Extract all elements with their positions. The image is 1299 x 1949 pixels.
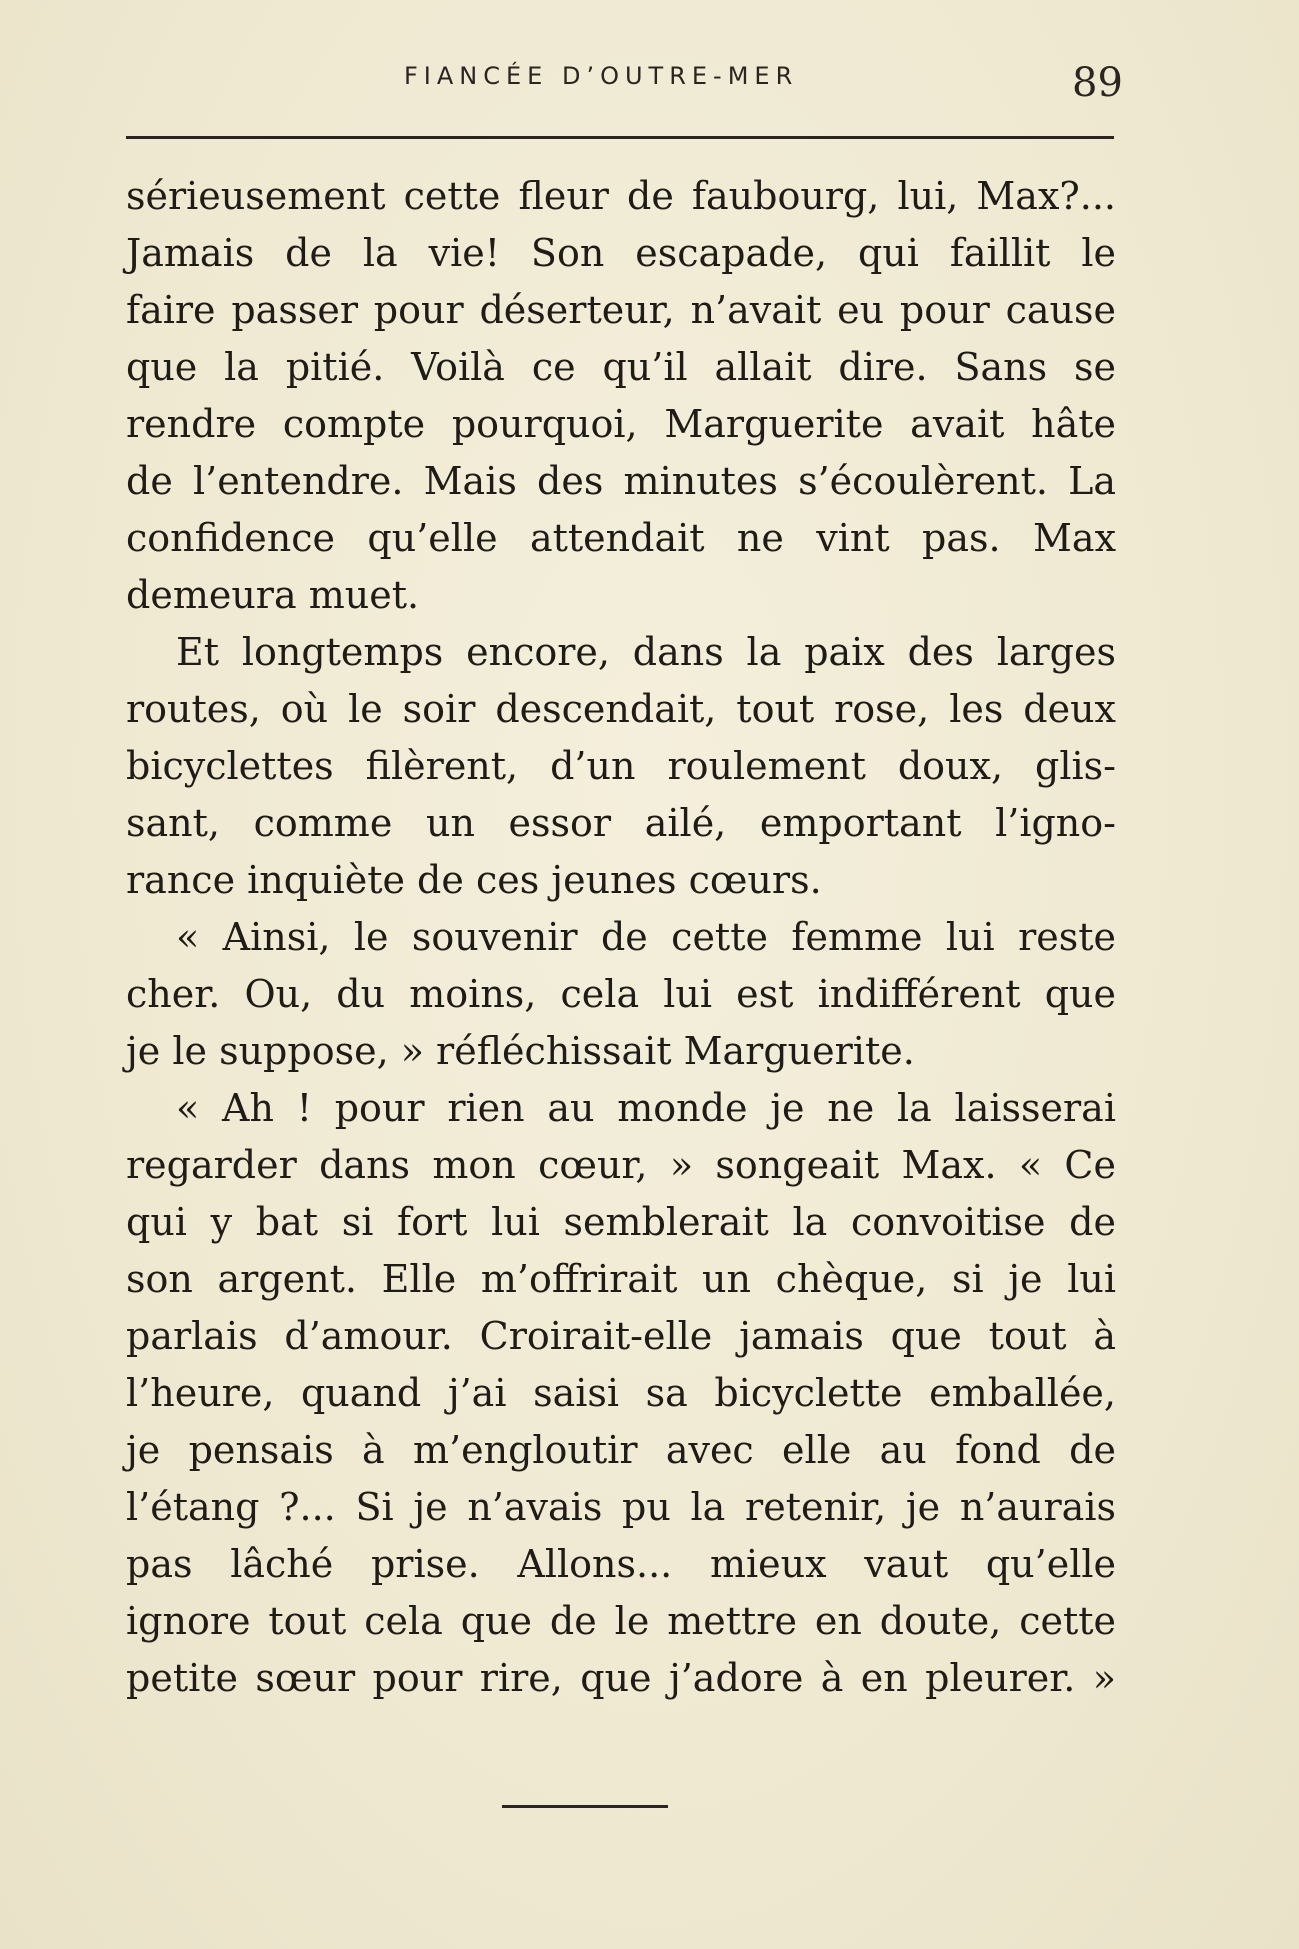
text-line: « Ah ! pour rien au monde je ne la laisserai: [176, 1086, 1116, 1130]
text-line: rendre compte pourquoi, Marguerite avait hâte: [126, 402, 1116, 446]
text-line: rance inquiète de ces jeunes cœurs.: [126, 858, 822, 902]
text-line: je pensais à m’engloutir avec elle au fond de: [126, 1428, 1116, 1472]
text-line: l’heure, quand j’ai saisi sa bicyclette emballée,: [126, 1371, 1116, 1415]
text-line: confidence qu’elle attendait ne vint pas. Max: [126, 516, 1116, 560]
page-number: 89: [1072, 60, 1123, 106]
text-line: l’étang ?... Si je n’avais pu la retenir, je n’aurais: [126, 1485, 1116, 1529]
text-line: parlais d’amour. Croirait-elle jamais que tout à: [126, 1314, 1116, 1358]
text-line: demeura muet.: [126, 573, 420, 617]
text-line: routes, où le soir descendait, tout rose, les deux: [126, 687, 1116, 731]
text-line: je le suppose, » réfléchissait Marguerite.: [126, 1029, 915, 1073]
end-rule: [502, 1805, 668, 1808]
text-line: bicyclettes filèrent, d’un roulement doux, glis-: [126, 744, 1116, 788]
text-line: Jamais de la vie! Son escapade, qui faillit le: [126, 231, 1116, 275]
text-line: son argent. Elle m’offrirait un chèque, si je lui: [126, 1257, 1116, 1301]
text-line: cher. Ou, du moins, cela lui est indifférent que: [126, 972, 1116, 1016]
text-line: faire passer pour déserteur, n’avait eu pour cause: [126, 288, 1116, 332]
text-line: « Ainsi, le souvenir de cette femme lui reste: [176, 915, 1116, 959]
text-line: Et longtemps encore, dans la paix des larges: [176, 630, 1116, 674]
text-line: de l’entendre. Mais des minutes s’écoulèrent. La: [126, 459, 1116, 503]
header-rule: [126, 136, 1114, 139]
text-line: sant, comme un essor ailé, emportant l’igno-: [126, 801, 1116, 845]
text-line: pas lâché prise. Allons... mieux vaut qu’elle: [126, 1542, 1116, 1586]
text-line: qui y bat si fort lui semblerait la convoitise de: [126, 1200, 1116, 1244]
text-line: ignore tout cela que de le mettre en doute, cette: [126, 1599, 1116, 1643]
text-line: sérieusement cette fleur de faubourg, lui, Max?...: [126, 174, 1116, 218]
text-line: regarder dans mon cœur, » songeait Max. « Ce: [126, 1143, 1116, 1187]
text-line: petite sœur pour rire, que j’adore à en pleurer. »: [126, 1656, 1116, 1700]
text-line: que la pitié. Voilà ce qu’il allait dire. Sans se: [126, 345, 1116, 389]
body-text: [126, 168, 1116, 1707]
running-head: FIANCÉE D’OUTRE-MER: [404, 62, 799, 90]
